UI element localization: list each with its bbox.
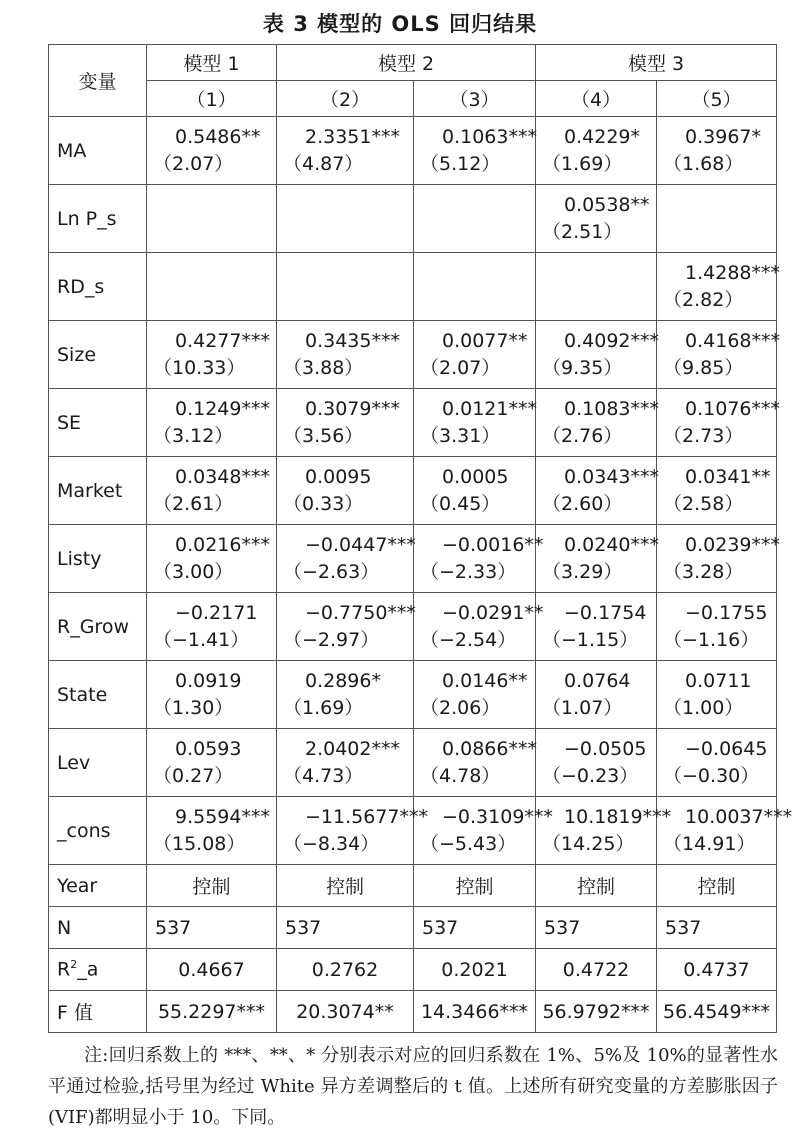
t-value: （−2.33）	[420, 560, 517, 583]
coef-cell	[277, 797, 428, 865]
coef-cell	[657, 389, 780, 457]
coef-cell	[657, 593, 777, 661]
row-label: Market	[49, 457, 147, 525]
coefficient: 0.0240***	[564, 533, 659, 556]
t-value: （9.85）	[663, 356, 744, 379]
table-row	[49, 253, 777, 321]
coef-cell	[147, 525, 277, 593]
coefficient: 0.0866***	[442, 737, 537, 760]
t-value: （3.12）	[153, 424, 234, 447]
row-label: MA	[49, 117, 147, 185]
coefficient: −0.1754	[564, 601, 647, 624]
coef-cell	[536, 389, 657, 457]
t-value: （1.00）	[663, 696, 744, 719]
header-col-4: （4）	[536, 81, 657, 117]
coef-cell	[536, 117, 657, 185]
coefficient: −0.0505	[564, 737, 647, 760]
coef-cell	[657, 457, 777, 525]
t-value: （−8.34）	[283, 832, 380, 855]
r2-cell-1: 0.4667	[147, 949, 277, 991]
f-cell-2: 20.3074**	[277, 991, 414, 1033]
coef-cell	[657, 117, 777, 185]
t-value: （14.91）	[663, 832, 756, 855]
coef-cell	[657, 185, 777, 253]
t-value: （4.78）	[420, 764, 501, 787]
coef-cell	[536, 457, 657, 525]
n-cell-1: 537	[147, 907, 277, 949]
coefficient: 0.5486**	[175, 125, 261, 148]
coef-cell	[277, 661, 414, 729]
row-label: RD_s	[49, 253, 147, 321]
coef-cell	[414, 525, 544, 593]
coef-cell	[277, 729, 414, 797]
table-row	[49, 593, 777, 661]
coefficient: 0.1063***	[442, 125, 537, 148]
coef-cell	[147, 117, 277, 185]
coef-cell	[277, 117, 414, 185]
coefficient: 10.0037***	[685, 805, 793, 828]
f-row	[49, 991, 777, 1033]
r2-cell-5: 0.4737	[657, 949, 777, 991]
t-value: （1.68）	[663, 152, 744, 175]
t-value: （1.07）	[542, 696, 623, 719]
t-value: （2.76）	[542, 424, 623, 447]
coefficient: 0.0121***	[442, 397, 537, 420]
table-row	[49, 321, 777, 389]
f-cell-4: 56.9792***	[536, 991, 657, 1033]
coef-cell	[147, 185, 277, 253]
t-value: （2.06）	[420, 696, 501, 719]
row-label-f: F 值	[49, 991, 147, 1033]
coef-cell	[657, 321, 780, 389]
coef-cell	[536, 661, 657, 729]
coef-cell	[657, 661, 777, 729]
coef-cell	[147, 389, 277, 457]
t-value: （3.88）	[283, 356, 364, 379]
t-value: （1.30）	[153, 696, 234, 719]
t-value: （9.35）	[542, 356, 623, 379]
header-col-2: （2）	[277, 81, 414, 117]
coefficient: 1.4288***	[685, 261, 780, 284]
header-row-groups	[49, 45, 777, 81]
r2-row	[49, 949, 777, 991]
coefficient: 0.1083***	[564, 397, 659, 420]
table-row	[49, 729, 777, 797]
table-note: 注:回归系数上的 ***、**、* 分别表示对应的回归系数在 1%、5%及 10%的显著性水平通过检验,括号里为经过 White 异方差调整后的 t 值。上述所有研究变量的方差膨胀因子(VIF)都明显小于 10。下同。	[48, 1045, 778, 1128]
f-cell-5: 56.4549***	[657, 991, 777, 1033]
n-row	[49, 907, 777, 949]
coefficient: 0.3435***	[305, 329, 400, 352]
table-row	[49, 797, 777, 865]
coef-cell	[414, 457, 536, 525]
coef-cell	[147, 457, 277, 525]
coef-cell	[536, 185, 657, 253]
t-value: （−0.30）	[663, 764, 760, 787]
header-variable: 变量	[49, 45, 147, 117]
coefficient: 0.4277***	[175, 329, 270, 352]
summary-rows	[49, 865, 777, 1033]
coefficient: −0.2171	[175, 601, 258, 624]
n-cell-4: 537	[536, 907, 657, 949]
t-value: （0.33）	[283, 492, 364, 515]
t-value: （14.25）	[542, 832, 635, 855]
coefficient: 0.0919	[175, 669, 242, 692]
coef-cell	[277, 253, 414, 321]
coef-cell	[536, 253, 657, 321]
coef-cell	[277, 457, 414, 525]
t-value: （2.61）	[153, 492, 234, 515]
row-label: Lev	[49, 729, 147, 797]
t-value: （−1.41）	[153, 628, 250, 651]
n-cell-3: 537	[414, 907, 536, 949]
t-value: （2.60）	[542, 492, 623, 515]
row-label: R_Grow	[49, 593, 147, 661]
row-label-n: N	[49, 907, 147, 949]
table-title: 表 3 模型的 OLS 回归结果	[262, 12, 538, 36]
f-cell-1: 55.2297***	[147, 991, 277, 1033]
coefficient: 0.4229*	[564, 125, 640, 148]
coefficient: −0.3109***	[442, 805, 553, 828]
coef-cell	[277, 389, 414, 457]
coefficient: 0.0239***	[685, 533, 780, 556]
t-value: （2.73）	[663, 424, 744, 447]
r2-cell-2: 0.2762	[277, 949, 414, 991]
t-value: （1.69）	[283, 696, 364, 719]
coef-cell	[147, 321, 277, 389]
row-label-r2: $R^2\_a$	[49, 949, 147, 991]
header-model-3: 模型 3	[536, 45, 777, 81]
row-label-year: Year	[49, 865, 147, 907]
coefficient: 0.0341**	[685, 465, 771, 488]
r2-cell-4: 0.4722	[536, 949, 657, 991]
coefficient: 0.0764	[564, 669, 631, 692]
coefficient: 0.0711	[685, 669, 752, 692]
coefficient: 0.0146**	[442, 669, 528, 692]
coef-cell	[147, 661, 277, 729]
row-label: SE	[49, 389, 147, 457]
coefficient: 0.0593	[175, 737, 242, 760]
t-value: （0.45）	[420, 492, 501, 515]
coefficient: −0.0016**	[442, 533, 544, 556]
header-model-1: 模型 1	[147, 45, 277, 81]
coef-cell	[414, 321, 536, 389]
t-value: （2.07）	[420, 356, 501, 379]
regression-table	[48, 44, 793, 1033]
coef-cell	[536, 797, 672, 865]
header-model-2: 模型 2	[277, 45, 536, 81]
coef-cell	[277, 321, 414, 389]
t-value: （15.08）	[153, 832, 246, 855]
coefficient: 0.1076***	[685, 397, 780, 420]
header-col-1: （1）	[147, 81, 277, 117]
t-value: （2.82）	[663, 288, 744, 311]
coefficient: −0.0291**	[442, 601, 544, 624]
coef-cell	[277, 593, 414, 661]
coef-cell	[277, 185, 414, 253]
n-cell-5: 537	[657, 907, 777, 949]
t-value: （4.87）	[283, 152, 364, 175]
t-value: （5.12）	[420, 152, 501, 175]
t-value: （−2.54）	[420, 628, 517, 651]
t-value: （3.28）	[663, 560, 744, 583]
t-value: （4.73）	[283, 764, 364, 787]
coef-cell	[414, 661, 536, 729]
t-value: （3.29）	[542, 560, 623, 583]
t-value: （2.07）	[153, 152, 234, 175]
coefficient: 0.0348***	[175, 465, 270, 488]
coef-cell	[657, 253, 780, 321]
coef-cell	[657, 525, 780, 593]
t-value: （3.31）	[420, 424, 501, 447]
t-value: （2.51）	[542, 220, 623, 243]
t-value: （1.69）	[542, 152, 623, 175]
coef-cell	[414, 253, 536, 321]
table-row	[49, 661, 777, 729]
coef-cell	[414, 389, 536, 457]
coef-cell	[536, 525, 657, 593]
header-col-5: （5）	[657, 81, 777, 117]
table-row	[49, 117, 777, 185]
coef-cell	[414, 593, 544, 661]
f-cell-3: 14.3466***	[414, 991, 536, 1033]
n-cell-2: 537	[277, 907, 414, 949]
coef-cell	[657, 797, 793, 865]
year-cell-5: 控制	[657, 865, 777, 907]
coef-cell	[536, 321, 657, 389]
coef-cell	[657, 729, 777, 797]
coefficient: −0.0645	[685, 737, 768, 760]
coefficient: 2.0402***	[305, 737, 400, 760]
coef-cell	[277, 525, 414, 593]
row-label: State	[49, 661, 147, 729]
coef-cell	[414, 117, 536, 185]
year-cell-3: 控制	[414, 865, 536, 907]
t-value: （2.58）	[663, 492, 744, 515]
table-row	[49, 457, 777, 525]
coef-cell	[536, 729, 657, 797]
year-cell-1: 控制	[147, 865, 277, 907]
coefficient: 0.4092***	[564, 329, 659, 352]
coefficient: 0.4168***	[685, 329, 780, 352]
coefficient: 0.0216***	[175, 533, 270, 556]
coef-cell	[147, 729, 277, 797]
t-value: （−5.43）	[420, 832, 517, 855]
year-row	[49, 865, 777, 907]
coefficient: −0.7750***	[305, 601, 416, 624]
table-row	[49, 525, 777, 593]
table-row	[49, 185, 777, 253]
table-row	[49, 389, 777, 457]
coefficient: 0.0343***	[564, 465, 659, 488]
t-value: （−2.63）	[283, 560, 380, 583]
coefficient: 0.0538**	[564, 193, 650, 216]
t-value: （−0.23）	[542, 764, 639, 787]
coef-cell	[414, 185, 536, 253]
coefficient: 0.1249***	[175, 397, 270, 420]
coefficient: 0.0095	[305, 465, 372, 488]
header-col-3: （3）	[414, 81, 536, 117]
coefficient: 0.3079***	[305, 397, 400, 420]
coef-cell	[147, 253, 277, 321]
t-value: （−1.16）	[663, 628, 760, 651]
coefficient: −11.5677***	[305, 805, 428, 828]
t-value: （−1.15）	[542, 628, 639, 651]
t-value: （0.27）	[153, 764, 234, 787]
coefficient: 10.1819***	[564, 805, 672, 828]
row-label: Ln P_s	[49, 185, 147, 253]
coefficient: 0.0077**	[442, 329, 528, 352]
coefficient: 0.0005	[442, 465, 509, 488]
coef-cell	[414, 729, 536, 797]
t-value: （−2.97）	[283, 628, 380, 651]
r2-cell-3: 0.2021	[414, 949, 536, 991]
year-cell-4: 控制	[536, 865, 657, 907]
coefficient: −0.1755	[685, 601, 768, 624]
t-value: （10.33）	[153, 356, 246, 379]
row-label: Size	[49, 321, 147, 389]
year-cell-2: 控制	[277, 865, 414, 907]
coefficient: 2.3351***	[305, 125, 400, 148]
t-value: （3.56）	[283, 424, 364, 447]
t-value: （3.00）	[153, 560, 234, 583]
coefficient: 9.5594***	[175, 805, 270, 828]
coefficient: 0.3967*	[685, 125, 761, 148]
coef-cell	[147, 593, 277, 661]
header-row-columns	[49, 81, 777, 117]
coefficient-rows	[49, 117, 793, 865]
row-label: Listy	[49, 525, 147, 593]
coef-cell	[536, 593, 657, 661]
row-label: _cons	[49, 797, 147, 865]
coefficient: −0.0447***	[305, 533, 416, 556]
coef-cell	[147, 797, 277, 865]
coefficient: 0.2896*	[305, 669, 381, 692]
coef-cell	[414, 797, 553, 865]
